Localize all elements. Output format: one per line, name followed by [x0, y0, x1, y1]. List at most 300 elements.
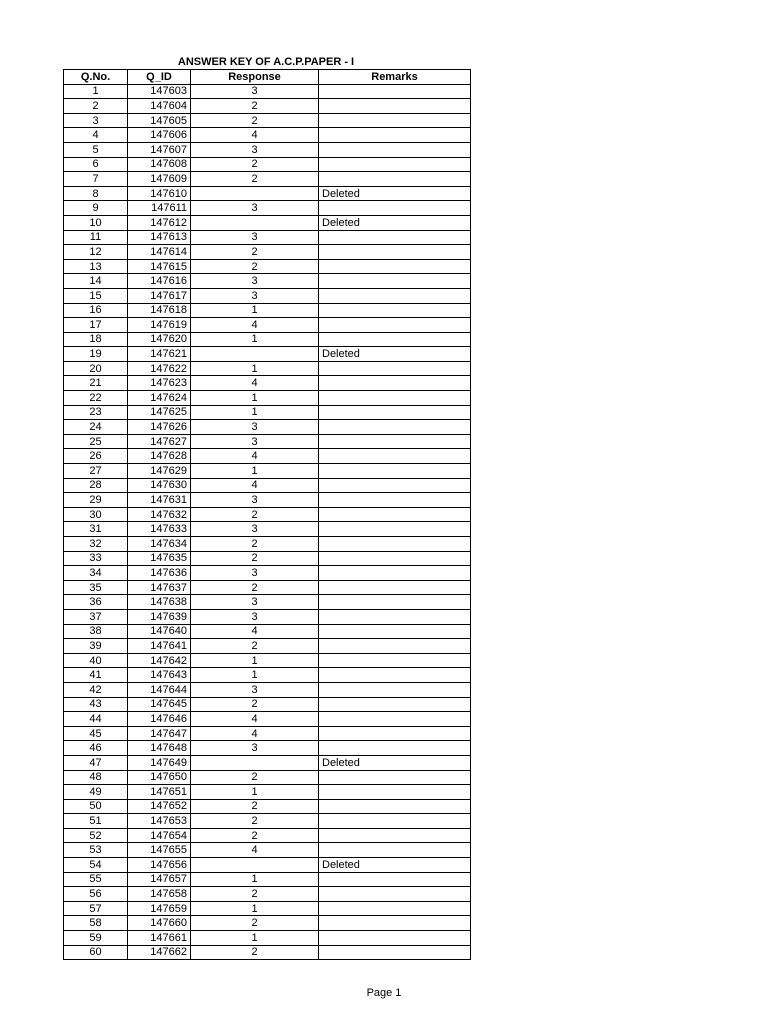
qid-cell: 147615	[128, 259, 191, 274]
qno-cell: 14	[64, 274, 128, 289]
qno-cell: 18	[64, 332, 128, 347]
qno-cell: 15	[64, 288, 128, 303]
remarks-cell: Deleted	[319, 215, 471, 230]
remarks-cell	[319, 814, 471, 829]
table-row	[64, 478, 471, 493]
table-row	[64, 361, 471, 376]
qid-cell: 147660	[128, 916, 191, 931]
column-header-qno: Q.No.	[64, 70, 128, 85]
table-row	[64, 682, 471, 697]
table-row	[64, 712, 471, 727]
response-cell: 1	[191, 391, 319, 406]
qid-cell: 147604	[128, 99, 191, 114]
remarks-cell	[319, 201, 471, 216]
qno-cell: 41	[64, 668, 128, 683]
response-cell: 2	[191, 697, 319, 712]
table-row	[64, 332, 471, 347]
response-cell: 2	[191, 507, 319, 522]
qno-cell: 16	[64, 303, 128, 318]
table-row	[64, 551, 471, 566]
table-row	[64, 755, 471, 770]
response-cell: 3	[191, 142, 319, 157]
qno-cell: 11	[64, 230, 128, 245]
remarks-cell	[319, 682, 471, 697]
table-row	[64, 201, 471, 216]
qno-cell: 54	[64, 858, 128, 873]
qno-cell: 42	[64, 682, 128, 697]
qno-cell: 55	[64, 872, 128, 887]
qno-cell: 53	[64, 843, 128, 858]
qid-cell: 147616	[128, 274, 191, 289]
qid-cell: 147612	[128, 215, 191, 230]
remarks-cell	[319, 230, 471, 245]
remarks-cell	[319, 493, 471, 508]
qid-cell: 147647	[128, 726, 191, 741]
table-row	[64, 288, 471, 303]
remarks-cell	[319, 376, 471, 391]
remarks-cell	[319, 741, 471, 756]
table-row	[64, 172, 471, 187]
remarks-cell	[319, 668, 471, 683]
response-cell: 3	[191, 682, 319, 697]
page-number-label: Page 1	[366, 987, 402, 999]
qno-cell: 10	[64, 215, 128, 230]
qno-cell: 31	[64, 522, 128, 537]
response-cell: 2	[191, 799, 319, 814]
qno-cell: 1	[64, 84, 128, 99]
answer-key-body	[64, 84, 471, 960]
table-row	[64, 653, 471, 668]
response-cell: 4	[191, 128, 319, 143]
qno-cell: 29	[64, 493, 128, 508]
qid-cell: 147652	[128, 799, 191, 814]
response-cell: 1	[191, 668, 319, 683]
qno-cell: 56	[64, 887, 128, 902]
remarks-cell	[319, 434, 471, 449]
qno-cell: 51	[64, 814, 128, 829]
remarks-cell	[319, 828, 471, 843]
remarks-cell	[319, 449, 471, 464]
response-cell: 3	[191, 420, 319, 435]
qno-cell: 57	[64, 901, 128, 916]
response-cell: 2	[191, 916, 319, 931]
qno-cell: 3	[64, 113, 128, 128]
table-row	[64, 128, 471, 143]
table-row	[64, 507, 471, 522]
response-cell	[191, 215, 319, 230]
remarks-cell	[319, 595, 471, 610]
qno-cell: 28	[64, 478, 128, 493]
qid-cell: 147653	[128, 814, 191, 829]
response-cell: 3	[191, 609, 319, 624]
response-cell: 2	[191, 814, 319, 829]
table-row	[64, 916, 471, 931]
table-row	[64, 726, 471, 741]
remarks-cell	[319, 639, 471, 654]
qno-cell: 30	[64, 507, 128, 522]
qid-cell: 147648	[128, 741, 191, 756]
table-row	[64, 785, 471, 800]
response-cell: 3	[191, 595, 319, 610]
remarks-cell	[319, 887, 471, 902]
qno-cell: 32	[64, 537, 128, 552]
table-row	[64, 245, 471, 260]
qid-cell: 147624	[128, 391, 191, 406]
table-row	[64, 945, 471, 960]
remarks-cell	[319, 507, 471, 522]
response-cell: 1	[191, 361, 319, 376]
qid-cell: 147611	[128, 201, 191, 216]
qid-cell: 147645	[128, 697, 191, 712]
remarks-cell	[319, 99, 471, 114]
table-row	[64, 624, 471, 639]
qno-cell: 44	[64, 712, 128, 727]
table-row	[64, 99, 471, 114]
qid-cell: 147649	[128, 755, 191, 770]
remarks-cell	[319, 580, 471, 595]
response-cell: 1	[191, 872, 319, 887]
response-cell: 2	[191, 157, 319, 172]
remarks-cell	[319, 624, 471, 639]
remarks-cell	[319, 318, 471, 333]
qno-cell: 21	[64, 376, 128, 391]
qid-cell: 147623	[128, 376, 191, 391]
qid-cell: 147640	[128, 624, 191, 639]
qno-cell: 4	[64, 128, 128, 143]
table-row	[64, 230, 471, 245]
qno-cell: 27	[64, 464, 128, 479]
response-cell: 4	[191, 449, 319, 464]
response-cell	[191, 347, 319, 362]
response-cell: 3	[191, 522, 319, 537]
response-cell: 2	[191, 245, 319, 260]
qno-cell: 58	[64, 916, 128, 931]
table-header-row	[64, 70, 471, 85]
qno-cell: 36	[64, 595, 128, 610]
response-cell: 1	[191, 303, 319, 318]
response-cell: 2	[191, 945, 319, 960]
table-row	[64, 449, 471, 464]
remarks-cell: Deleted	[319, 755, 471, 770]
table-row	[64, 303, 471, 318]
remarks-cell: Deleted	[319, 347, 471, 362]
table-row	[64, 186, 471, 201]
document-title: ANSWER KEY OF A.C.P.PAPER - I	[177, 56, 355, 68]
qno-cell: 48	[64, 770, 128, 785]
qid-cell: 147657	[128, 872, 191, 887]
qno-cell: 2	[64, 99, 128, 114]
table-row	[64, 828, 471, 843]
remarks-cell	[319, 653, 471, 668]
qid-cell: 147656	[128, 858, 191, 873]
response-cell: 1	[191, 464, 319, 479]
response-cell: 4	[191, 726, 319, 741]
response-cell: 1	[191, 931, 319, 946]
remarks-cell	[319, 537, 471, 552]
page-number	[0, 987, 768, 999]
qno-cell: 49	[64, 785, 128, 800]
table-row	[64, 566, 471, 581]
qid-cell: 147641	[128, 639, 191, 654]
table-row	[64, 697, 471, 712]
table-row	[64, 887, 471, 902]
qid-cell: 147644	[128, 682, 191, 697]
remarks-cell	[319, 157, 471, 172]
response-cell: 3	[191, 566, 319, 581]
qno-cell: 47	[64, 755, 128, 770]
qno-cell: 52	[64, 828, 128, 843]
qid-cell: 147633	[128, 522, 191, 537]
column-header-remarks: Remarks	[319, 70, 471, 85]
column-header-qid: Q_ID	[128, 70, 191, 85]
table-row	[64, 799, 471, 814]
qno-cell: 25	[64, 434, 128, 449]
qno-cell: 45	[64, 726, 128, 741]
qno-cell: 9	[64, 201, 128, 216]
remarks-cell: Deleted	[319, 858, 471, 873]
remarks-cell	[319, 303, 471, 318]
response-cell: 2	[191, 99, 319, 114]
response-cell	[191, 858, 319, 873]
remarks-cell	[319, 142, 471, 157]
qno-cell: 12	[64, 245, 128, 260]
response-cell: 4	[191, 318, 319, 333]
response-cell: 2	[191, 887, 319, 902]
qid-cell: 147659	[128, 901, 191, 916]
remarks-cell	[319, 405, 471, 420]
response-cell: 2	[191, 537, 319, 552]
table-row	[64, 215, 471, 230]
remarks-cell	[319, 609, 471, 624]
remarks-cell	[319, 726, 471, 741]
qid-cell: 147643	[128, 668, 191, 683]
remarks-cell	[319, 391, 471, 406]
qid-cell: 147607	[128, 142, 191, 157]
qno-cell: 33	[64, 551, 128, 566]
qid-cell: 147635	[128, 551, 191, 566]
response-cell: 2	[191, 551, 319, 566]
response-cell: 4	[191, 712, 319, 727]
qid-cell: 147632	[128, 507, 191, 522]
qno-cell: 35	[64, 580, 128, 595]
response-cell: 4	[191, 478, 319, 493]
remarks-cell	[319, 945, 471, 960]
qid-cell: 147651	[128, 785, 191, 800]
table-row	[64, 537, 471, 552]
response-cell: 2	[191, 580, 319, 595]
qno-cell: 38	[64, 624, 128, 639]
remarks-cell	[319, 478, 471, 493]
table-row	[64, 741, 471, 756]
remarks-cell	[319, 872, 471, 887]
qid-cell: 147638	[128, 595, 191, 610]
remarks-cell	[319, 785, 471, 800]
qid-cell: 147661	[128, 931, 191, 946]
qno-cell: 5	[64, 142, 128, 157]
response-cell: 2	[191, 259, 319, 274]
table-row	[64, 522, 471, 537]
qid-cell: 147617	[128, 288, 191, 303]
qid-cell: 147654	[128, 828, 191, 843]
remarks-cell	[319, 916, 471, 931]
remarks-cell	[319, 361, 471, 376]
response-cell: 3	[191, 741, 319, 756]
qno-cell: 26	[64, 449, 128, 464]
table-row	[64, 493, 471, 508]
remarks-cell	[319, 288, 471, 303]
remarks-cell	[319, 843, 471, 858]
response-cell: 2	[191, 770, 319, 785]
qid-cell: 147655	[128, 843, 191, 858]
table-row	[64, 434, 471, 449]
qid-cell: 147606	[128, 128, 191, 143]
qno-cell: 37	[64, 609, 128, 624]
table-row	[64, 931, 471, 946]
remarks-cell	[319, 901, 471, 916]
qno-cell: 17	[64, 318, 128, 333]
table-row	[64, 405, 471, 420]
remarks-cell	[319, 931, 471, 946]
qid-cell: 147627	[128, 434, 191, 449]
qno-cell: 13	[64, 259, 128, 274]
response-cell: 1	[191, 785, 319, 800]
qid-cell: 147625	[128, 405, 191, 420]
qid-cell: 147629	[128, 464, 191, 479]
remarks-cell	[319, 420, 471, 435]
table-row	[64, 259, 471, 274]
table-row	[64, 858, 471, 873]
response-cell: 3	[191, 288, 319, 303]
qno-cell: 23	[64, 405, 128, 420]
remarks-cell	[319, 84, 471, 99]
qno-cell: 7	[64, 172, 128, 187]
qid-cell: 147610	[128, 186, 191, 201]
remarks-cell	[319, 522, 471, 537]
response-cell: 4	[191, 843, 319, 858]
answer-key-table	[63, 69, 471, 960]
response-cell: 2	[191, 113, 319, 128]
response-cell: 4	[191, 624, 319, 639]
table-row	[64, 814, 471, 829]
column-header-response: Response	[191, 70, 319, 85]
qno-cell: 24	[64, 420, 128, 435]
response-cell: 2	[191, 828, 319, 843]
table-row	[64, 420, 471, 435]
table-row	[64, 595, 471, 610]
qid-cell: 147613	[128, 230, 191, 245]
remarks-cell	[319, 172, 471, 187]
qid-cell: 147658	[128, 887, 191, 902]
remarks-cell	[319, 712, 471, 727]
qid-cell: 147630	[128, 478, 191, 493]
response-cell: 1	[191, 901, 319, 916]
qid-cell: 147618	[128, 303, 191, 318]
qno-cell: 6	[64, 157, 128, 172]
remarks-cell	[319, 274, 471, 289]
response-cell: 1	[191, 653, 319, 668]
qid-cell: 147662	[128, 945, 191, 960]
remarks-cell	[319, 128, 471, 143]
remarks-cell	[319, 770, 471, 785]
qid-cell: 147642	[128, 653, 191, 668]
response-cell: 3	[191, 434, 319, 449]
response-cell: 2	[191, 639, 319, 654]
qid-cell: 147622	[128, 361, 191, 376]
response-cell: 4	[191, 376, 319, 391]
table-row	[64, 580, 471, 595]
response-cell	[191, 755, 319, 770]
response-cell: 2	[191, 172, 319, 187]
qid-cell: 147621	[128, 347, 191, 362]
table-row	[64, 318, 471, 333]
qid-cell: 147631	[128, 493, 191, 508]
response-cell: 3	[191, 84, 319, 99]
qid-cell: 147646	[128, 712, 191, 727]
qno-cell: 34	[64, 566, 128, 581]
table-row	[64, 391, 471, 406]
remarks-cell	[319, 332, 471, 347]
response-cell: 3	[191, 493, 319, 508]
qno-cell: 19	[64, 347, 128, 362]
qid-cell: 147605	[128, 113, 191, 128]
table-row	[64, 142, 471, 157]
qno-cell: 20	[64, 361, 128, 376]
remarks-cell	[319, 113, 471, 128]
qno-cell: 22	[64, 391, 128, 406]
remarks-cell: Deleted	[319, 186, 471, 201]
remarks-cell	[319, 464, 471, 479]
table-row	[64, 843, 471, 858]
remarks-cell	[319, 551, 471, 566]
qno-cell: 60	[64, 945, 128, 960]
qid-cell: 147634	[128, 537, 191, 552]
response-cell: 3	[191, 274, 319, 289]
response-cell: 1	[191, 405, 319, 420]
qid-cell: 147609	[128, 172, 191, 187]
qid-cell: 147603	[128, 84, 191, 99]
remarks-cell	[319, 245, 471, 260]
remarks-cell	[319, 697, 471, 712]
table-row	[64, 668, 471, 683]
table-row	[64, 872, 471, 887]
qid-cell: 147626	[128, 420, 191, 435]
table-row	[64, 639, 471, 654]
response-cell: 3	[191, 230, 319, 245]
qid-cell: 147620	[128, 332, 191, 347]
qid-cell: 147639	[128, 609, 191, 624]
table-row	[64, 157, 471, 172]
qno-cell: 40	[64, 653, 128, 668]
qno-cell: 50	[64, 799, 128, 814]
response-cell	[191, 186, 319, 201]
table-row	[64, 609, 471, 624]
qno-cell: 46	[64, 741, 128, 756]
response-cell: 1	[191, 332, 319, 347]
table-row	[64, 464, 471, 479]
qid-cell: 147628	[128, 449, 191, 464]
table-row	[64, 770, 471, 785]
qno-cell: 59	[64, 931, 128, 946]
qid-cell: 147614	[128, 245, 191, 260]
table-row	[64, 84, 471, 99]
table-row	[64, 347, 471, 362]
qno-cell: 43	[64, 697, 128, 712]
qid-cell: 147650	[128, 770, 191, 785]
table-row	[64, 376, 471, 391]
response-cell: 3	[191, 201, 319, 216]
qno-cell: 8	[64, 186, 128, 201]
qid-cell: 147619	[128, 318, 191, 333]
